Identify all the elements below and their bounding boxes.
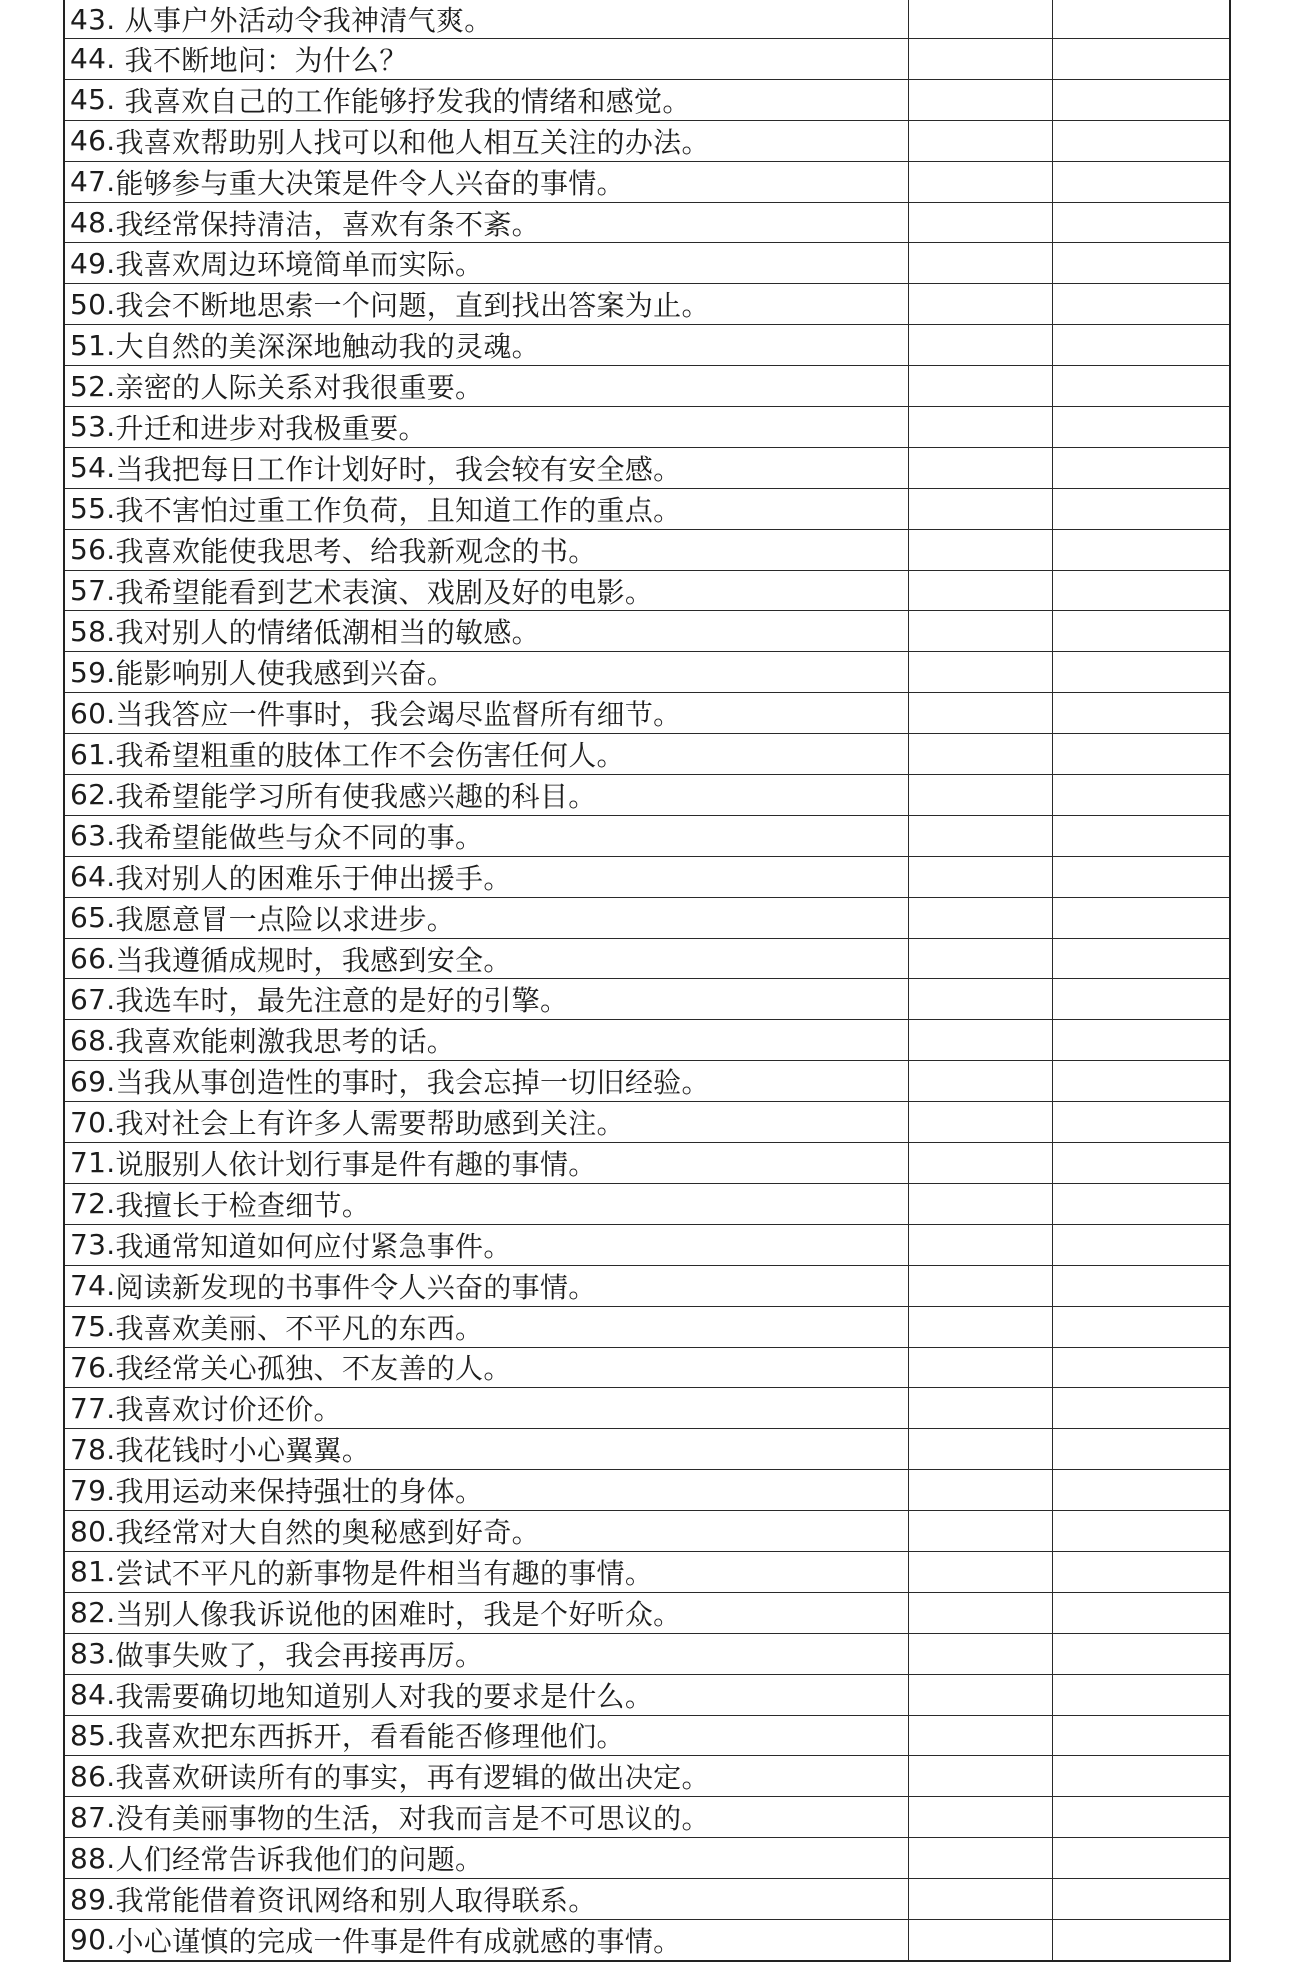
question-number: 82. [70,1596,116,1630]
answer-cell-2[interactable] [1052,162,1229,202]
answer-cell-1[interactable] [908,489,1052,529]
question-cell [65,1348,908,1388]
table-row [65,447,1229,488]
answer-cell-1[interactable] [908,530,1052,570]
question-text: 尝试不平凡的新事物是件相当有趣的事情。 [115,1556,654,1590]
table-row [65,1510,1229,1551]
question-text: 我希望粗重的肢体工作不会伤害任何人。 [115,739,625,773]
question-number: 69. [70,1064,116,1098]
answer-cell-2[interactable] [1052,1879,1229,1919]
table-row [65,651,1229,692]
answer-cell-2[interactable] [1052,1184,1229,1224]
question-cell [65,366,908,406]
question-text: 小心谨慎的完成一件事是件有成就感的事情。 [115,1924,682,1958]
answer-cell-1[interactable] [908,1020,1052,1060]
answer-cell-2[interactable] [1052,1593,1229,1633]
answer-cell-2[interactable] [1052,1143,1229,1183]
question-text: 我经常对大自然的奥秘感到好奇。 [115,1516,540,1550]
answer-cell-1[interactable] [908,775,1052,815]
question-number: 52. [70,369,116,403]
table-row [65,1183,1229,1224]
question-number: 76. [70,1350,116,1384]
question-number: 60. [70,696,116,730]
answer-cell-2[interactable] [1052,1266,1229,1306]
question-cell [65,611,908,651]
question-number: 46. [70,124,116,158]
answer-cell-2[interactable] [1052,775,1229,815]
question-text: 没有美丽事物的生活，对我而言是不可思议的。 [115,1802,710,1836]
table-row [65,570,1229,611]
question-number: 50. [70,287,116,321]
answer-cell-2[interactable] [1052,325,1229,365]
question-number: 47. [70,165,116,199]
question-cell [65,1716,908,1756]
table-row [65,938,1229,979]
question-number: 71. [70,1146,116,1180]
question-cell [65,1388,908,1428]
question-cell [65,325,908,365]
question-cell [65,1307,908,1347]
question-cell [65,979,908,1019]
answer-cell-1[interactable] [908,1429,1052,1469]
answer-cell-2[interactable] [1052,816,1229,856]
question-cell [65,162,908,202]
table-row [65,733,1229,774]
table-row [65,0,1229,38]
answer-cell-1[interactable] [908,816,1052,856]
question-text: 亲密的人际关系对我很重要。 [115,371,484,405]
question-cell [65,39,908,79]
answer-cell-1[interactable] [908,203,1052,243]
answer-cell-2[interactable] [1052,1225,1229,1265]
question-cell [65,1593,908,1633]
answer-cell-1[interactable] [908,1797,1052,1837]
answer-cell-2[interactable] [1052,1429,1229,1469]
question-cell [65,203,908,243]
question-number: 77. [70,1391,116,1425]
question-cell [65,898,908,938]
answer-cell-2[interactable] [1052,1838,1229,1878]
question-cell [65,1020,908,1060]
table-row [65,1919,1229,1960]
question-text: 我选车时，最先注意的是好的引擎。 [115,984,569,1018]
answer-cell-1[interactable] [908,1266,1052,1306]
question-number: 44. [70,42,116,76]
question-text: 我希望能做些与众不同的事。 [115,820,484,854]
question-text: 我对别人的情绪低潮相当的敏感。 [115,616,540,650]
table-row [65,529,1229,570]
answer-cell-2[interactable] [1052,1756,1229,1796]
table-row [65,38,1229,79]
question-cell [65,652,908,692]
table-row [65,1347,1229,1388]
question-text: 我需要确切地知道别人对我的要求是什么。 [115,1679,654,1713]
table-row [65,1469,1229,1510]
question-cell [65,489,908,529]
answer-cell-1[interactable] [908,448,1052,488]
question-number: 70. [70,1105,116,1139]
answer-cell-1[interactable] [908,284,1052,324]
question-number: 74. [70,1269,116,1303]
answer-cell-2[interactable] [1052,571,1229,611]
question-cell [65,407,908,447]
question-number: 62. [70,778,116,812]
table-row [65,488,1229,529]
answer-cell-2[interactable] [1052,121,1229,161]
question-cell [65,1266,908,1306]
question-cell [65,1470,908,1510]
question-text: 我擅长于检查细节。 [115,1188,371,1222]
question-text: 我喜欢研读所有的事实，再有逻辑的做出决定。 [115,1761,710,1795]
question-text: 做事失败了，我会再接再厉。 [115,1638,484,1672]
table-row [65,242,1229,283]
question-number: 61. [70,737,116,771]
answer-cell-2[interactable] [1052,366,1229,406]
question-text: 我喜欢帮助别人找可以和他人相互关注的办法。 [115,125,710,159]
question-number: 58. [70,614,116,648]
table-row [65,774,1229,815]
answer-cell-1[interactable] [908,39,1052,79]
answer-cell-2[interactable] [1052,652,1229,692]
questionnaire-table [63,0,1231,1962]
answer-cell-1[interactable] [908,121,1052,161]
table-row [65,1387,1229,1428]
answer-cell-1[interactable] [908,571,1052,611]
question-text: 当我把每日工作计划好时，我会较有安全感。 [115,452,682,486]
question-number: 80. [70,1514,116,1548]
answer-cell-1[interactable] [908,898,1052,938]
question-number: 88. [70,1841,116,1875]
question-text: 我会不断地思索一个问题，直到找出答案为止。 [115,289,710,323]
question-cell [65,939,908,979]
question-text: 从事户外活动令我神清气爽。 [115,4,493,37]
question-number: 56. [70,533,116,567]
question-text: 我希望能看到艺术表演、戏剧及好的电影。 [115,575,654,609]
question-cell [65,1675,908,1715]
question-text: 我希望能学习所有使我感兴趣的科目。 [115,779,597,813]
answer-cell-2[interactable] [1052,80,1229,120]
answer-cell-1[interactable] [908,162,1052,202]
question-text: 我喜欢美丽、不平凡的东西。 [115,1311,484,1345]
question-text: 我喜欢自己的工作能够抒发我的情绪和感觉。 [115,84,691,118]
question-number: 51. [70,328,116,362]
question-cell [65,1102,908,1142]
answer-cell-1[interactable] [908,1593,1052,1633]
answer-cell-2[interactable] [1052,898,1229,938]
answer-cell-1[interactable] [908,1756,1052,1796]
question-number: 66. [70,942,116,976]
question-cell [65,857,908,897]
question-text: 升迁和进步对我极重要。 [115,411,427,445]
question-text: 当我答应一件事时，我会竭尽监督所有细节。 [115,698,682,732]
answer-cell-2[interactable] [1052,611,1229,651]
answer-cell-2[interactable] [1052,1716,1229,1756]
question-text: 我喜欢把东西拆开，看看能否修理他们。 [115,1720,625,1754]
table-row [65,1878,1229,1919]
question-number: 45. [70,83,116,117]
answer-cell-1[interactable] [908,979,1052,1019]
question-cell [65,775,908,815]
question-number: 89. [70,1882,116,1916]
question-cell [65,1838,908,1878]
question-number: 83. [70,1637,116,1671]
answer-cell-2[interactable] [1052,1102,1229,1142]
answer-cell-1[interactable] [908,693,1052,733]
question-number: 54. [70,451,116,485]
answer-cell-1[interactable] [908,1470,1052,1510]
question-number: 48. [70,206,116,239]
answer-cell-1[interactable] [908,1307,1052,1347]
question-cell [65,1552,908,1592]
question-text: 我通常知道如何应付紧急事件。 [115,1229,512,1263]
answer-cell-2[interactable] [1052,203,1229,243]
answer-cell-1[interactable] [908,611,1052,651]
question-text: 大自然的美深深地触动我的灵魂。 [115,330,540,364]
question-text: 我对别人的困难乐于伸出援手。 [115,861,512,895]
answer-cell-2[interactable] [1052,284,1229,324]
question-cell [65,1429,908,1469]
question-text: 能够参与重大决策是件令人兴奋的事情。 [115,166,625,200]
answer-cell-1[interactable] [908,1225,1052,1265]
question-number: 79. [70,1473,116,1507]
question-number: 64. [70,860,116,894]
question-number: 75. [70,1310,116,1344]
question-text: 人们经常告诉我他们的问题。 [115,1843,484,1877]
answer-cell-2[interactable] [1052,1020,1229,1060]
question-cell [65,571,908,611]
table-row [65,1633,1229,1674]
answer-cell-2[interactable] [1052,1348,1229,1388]
table-row [65,1265,1229,1306]
answer-cell-2[interactable] [1052,1388,1229,1428]
table-row [65,1755,1229,1796]
table-row [65,324,1229,365]
table-row [65,610,1229,651]
answer-cell-2[interactable] [1052,0,1229,38]
question-cell [65,816,908,856]
question-number: 87. [70,1800,116,1834]
question-number: 72. [70,1187,116,1221]
answer-cell-2[interactable] [1052,979,1229,1019]
question-cell [65,80,908,120]
answer-cell-2[interactable] [1052,489,1229,529]
answer-cell-2[interactable] [1052,857,1229,897]
answer-cell-1[interactable] [908,325,1052,365]
table-row [65,202,1229,243]
question-number: 55. [70,492,116,526]
question-number: 65. [70,901,116,935]
answer-cell-1[interactable] [908,243,1052,283]
question-number: 90. [70,1923,116,1957]
answer-cell-1[interactable] [908,652,1052,692]
question-cell [65,284,908,324]
question-number: 78. [70,1432,116,1466]
answer-cell-1[interactable] [908,939,1052,979]
table-row [65,1551,1229,1592]
table-row [65,79,1229,120]
question-number: 86. [70,1759,116,1793]
table-row [65,1142,1229,1183]
question-text: 我喜欢能使我思考、给我新观念的书。 [115,534,597,568]
table-row [65,1796,1229,1837]
question-cell [65,1634,908,1674]
answer-cell-1[interactable] [908,0,1052,38]
answer-cell-1[interactable] [908,1184,1052,1224]
question-cell [65,530,908,570]
table-row [65,1592,1229,1633]
question-text: 我不害怕过重工作负荷，且知道工作的重点。 [115,493,682,527]
question-text: 我常能借着资讯网络和别人取得联系。 [115,1884,597,1918]
answer-cell-2[interactable] [1052,1797,1229,1837]
question-text: 能影响别人使我感到兴奋。 [115,657,456,691]
question-number: 43. [70,2,116,36]
answer-cell-1[interactable] [908,1388,1052,1428]
question-number: 73. [70,1228,116,1262]
question-number: 81. [70,1555,116,1589]
question-cell [65,121,908,161]
question-text: 我喜欢讨价还价。 [115,1393,342,1427]
question-number: 57. [70,574,116,608]
answer-cell-1[interactable] [908,407,1052,447]
question-cell [65,1225,908,1265]
question-number: 68. [70,1023,116,1057]
table-row [65,897,1229,938]
answer-cell-1[interactable] [908,1716,1052,1756]
question-text: 我愿意冒一点险以求进步。 [115,902,456,936]
table-row [65,1837,1229,1878]
question-number: 84. [70,1678,116,1712]
answer-cell-1[interactable] [908,1838,1052,1878]
question-text: 我经常保持清洁，喜欢有条不紊。 [115,207,540,241]
question-cell [65,1511,908,1551]
answer-cell-2[interactable] [1052,530,1229,570]
answer-cell-1[interactable] [908,857,1052,897]
question-text: 当我遵循成规时，我感到安全。 [115,943,512,977]
table-row [65,1306,1229,1347]
answer-cell-2[interactable] [1052,243,1229,283]
answer-cell-1[interactable] [908,80,1052,120]
question-number: 53. [70,410,116,444]
question-text: 我喜欢能刺激我思考的话。 [115,1025,456,1059]
answer-cell-1[interactable] [908,1675,1052,1715]
question-number: 59. [70,655,116,689]
question-text: 我用运动来保持强壮的身体。 [115,1475,484,1509]
answer-cell-1[interactable] [908,1879,1052,1919]
question-text: 我喜欢周边环境简单而实际。 [115,248,484,282]
question-cell [65,243,908,283]
question-cell [65,0,908,38]
answer-cell-2[interactable] [1052,1307,1229,1347]
answer-cell-1[interactable] [908,1634,1052,1674]
question-cell [65,1797,908,1837]
question-text: 我花钱时小心翼翼。 [115,1434,371,1468]
question-cell [65,1143,908,1183]
question-cell [65,448,908,488]
answer-cell-2[interactable] [1052,1634,1229,1674]
table-row [65,692,1229,733]
table-row [65,1019,1229,1060]
answer-cell-2[interactable] [1052,39,1229,79]
table-row [65,161,1229,202]
question-text: 我不断地问：为什么？ [115,43,408,77]
answer-cell-2[interactable] [1052,939,1229,979]
table-row [65,1674,1229,1715]
question-text: 说服别人依计划行事是件有趣的事情。 [115,1148,597,1181]
answer-cell-1[interactable] [908,366,1052,406]
answer-cell-1[interactable] [908,1102,1052,1142]
answer-cell-2[interactable] [1052,1920,1229,1960]
question-cell [65,1920,908,1960]
question-cell [65,693,908,733]
table-row [65,365,1229,406]
table-row [65,283,1229,324]
question-text: 阅读新发现的书事件令人兴奋的事情。 [115,1270,597,1304]
answer-cell-2[interactable] [1052,1061,1229,1101]
table-row [65,1715,1229,1756]
answer-cell-1[interactable] [908,734,1052,774]
question-cell [65,1879,908,1919]
answer-cell-2[interactable] [1052,734,1229,774]
question-cell [65,734,908,774]
question-cell [65,1756,908,1796]
question-number: 49. [70,246,116,280]
question-text: 当我从事创造性的事时，我会忘掉一切旧经验。 [115,1066,710,1100]
question-text: 当别人像我诉说他的困难时，我是个好听众。 [115,1597,682,1631]
answer-cell-1[interactable] [908,1511,1052,1551]
answer-cell-2[interactable] [1052,1511,1229,1551]
answer-cell-1[interactable] [908,1348,1052,1388]
answer-cell-2[interactable] [1052,1470,1229,1510]
table-row [65,1428,1229,1469]
table-row [65,815,1229,856]
question-cell [65,1061,908,1101]
table-row [65,1224,1229,1265]
question-text: 我经常关心孤独、不友善的人。 [115,1352,512,1386]
answer-cell-2[interactable] [1052,407,1229,447]
answer-cell-2[interactable] [1052,693,1229,733]
answer-cell-2[interactable] [1052,1675,1229,1715]
table-row [65,120,1229,161]
table-row [65,1101,1229,1142]
question-number: 85. [70,1718,116,1752]
table-row [65,406,1229,447]
question-cell [65,1184,908,1224]
answer-cell-2[interactable] [1052,1552,1229,1592]
question-number: 67. [70,982,116,1016]
table-row [65,978,1229,1019]
question-text: 我对社会上有许多人需要帮助感到关注。 [115,1107,625,1141]
answer-cell-1[interactable] [908,1920,1052,1960]
question-number: 63. [70,819,116,853]
answer-cell-1[interactable] [908,1143,1052,1183]
answer-cell-2[interactable] [1052,448,1229,488]
answer-cell-1[interactable] [908,1552,1052,1592]
table-row [65,856,1229,897]
table-row [65,1060,1229,1101]
answer-cell-1[interactable] [908,1061,1052,1101]
